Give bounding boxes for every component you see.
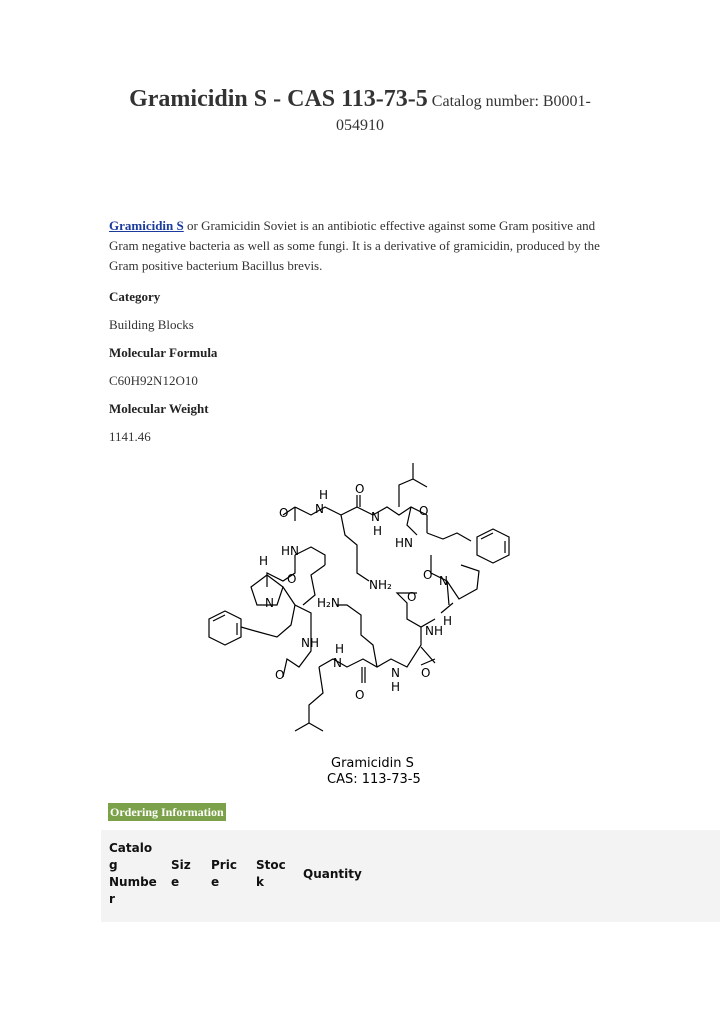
svg-text:N: N	[333, 656, 342, 670]
svg-text:HN: HN	[395, 536, 413, 550]
svg-text:N: N	[265, 596, 274, 610]
category-value: Building Blocks	[109, 317, 194, 332]
svg-text:HN: HN	[281, 544, 299, 558]
formula-value: C60H92N12O10	[109, 373, 198, 388]
svg-text:H: H	[259, 554, 269, 568]
svg-text:H₂N: H₂N	[317, 596, 340, 610]
svg-text:N: N	[315, 502, 324, 516]
weight-value: 1141.46	[109, 429, 151, 444]
title-catalog: Catalog number: B0001-	[431, 93, 591, 110]
molecule-drawing	[195, 455, 535, 790]
svg-text:O: O	[279, 506, 289, 520]
svg-text:H: H	[443, 614, 453, 628]
svg-text:O: O	[275, 668, 285, 682]
svg-text:NH: NH	[425, 624, 443, 638]
column-size: Siz e	[171, 858, 191, 889]
structure-caption-name: Gramicidin S	[331, 756, 414, 771]
svg-text:O: O	[423, 568, 433, 582]
svg-text:N: N	[391, 666, 400, 680]
category-label: Category	[109, 289, 161, 304]
column-catalog-number: Catalo g Numbe r	[109, 841, 157, 906]
product-description	[109, 216, 609, 276]
svg-text:N: N	[371, 510, 380, 524]
description-text: or Gramicidin Soviet is an antibiotic effective against some Gram positive and Gram negative bacteria as well as some fungi. It is a derivative of gramicidin, produced by the Gram positive bacterium Bacillus brevis.	[109, 218, 600, 273]
svg-text:O: O	[407, 590, 417, 604]
column-stock: Stoc k	[256, 858, 286, 889]
svg-text:H: H	[335, 642, 345, 656]
svg-text:H: H	[373, 524, 383, 538]
title-catalog-cont: 054910	[336, 117, 384, 134]
column-quantity: Quantity	[303, 867, 362, 881]
formula-label: Molecular Formula	[109, 345, 218, 360]
svg-text:H: H	[391, 680, 401, 694]
svg-text:N: N	[439, 574, 448, 588]
svg-text:NH: NH	[301, 636, 319, 650]
page-title	[0, 86, 720, 137]
svg-text:O: O	[355, 688, 365, 702]
svg-text:O: O	[355, 482, 365, 496]
title-main: Gramicidin S - CAS 113-73-5	[129, 86, 428, 112]
svg-text:NH₂: NH₂	[369, 578, 392, 592]
product-link[interactable]: Gramicidin S	[109, 218, 184, 233]
ordering-heading: Ordering Information	[110, 805, 224, 819]
svg-text:H: H	[319, 488, 329, 502]
weight-label: Molecular Weight	[109, 401, 209, 416]
svg-text:O: O	[287, 572, 297, 586]
structure-image	[195, 455, 535, 790]
structure-caption-cas: CAS: 113-73-5	[327, 772, 421, 787]
ordering-table	[101, 830, 720, 922]
svg-text:O: O	[421, 666, 431, 680]
column-price: Pric e	[211, 858, 237, 889]
svg-text:O: O	[419, 504, 429, 518]
